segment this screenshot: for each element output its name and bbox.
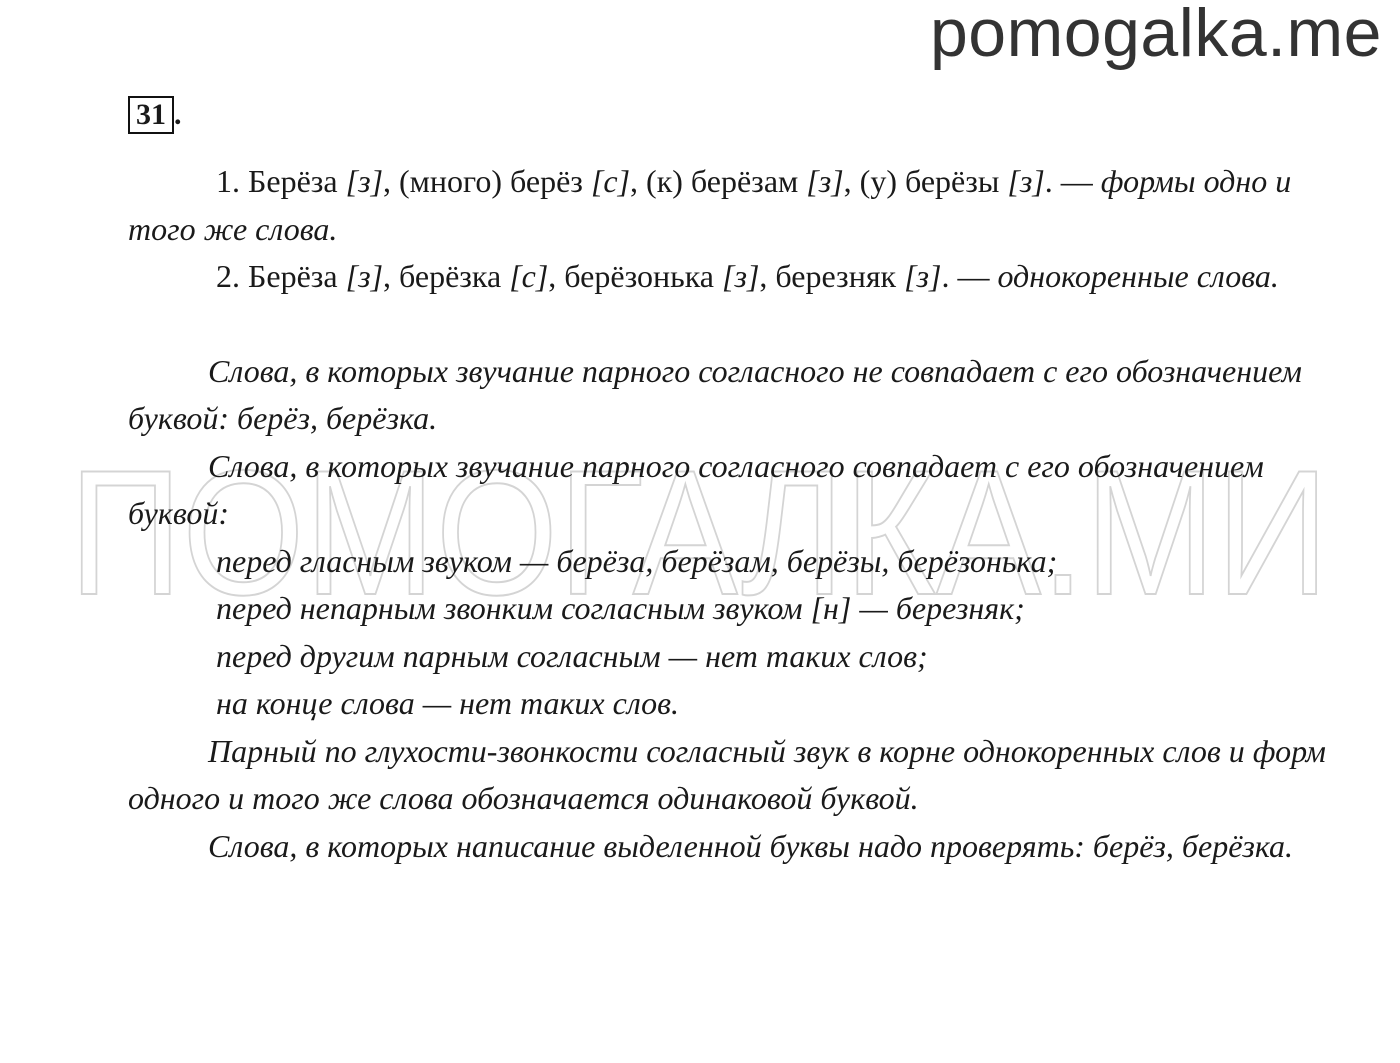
item-1-transcription-4: [з] [1007, 163, 1045, 199]
item-1-word-1: 1. Берёза [216, 163, 346, 199]
item-1-conclusion: формы одно и того же слова. [128, 163, 1292, 247]
section-gap [128, 301, 1328, 348]
paragraph-rule: Парный по глухости-звонкости согласный звук в корне однокоренных слов и форм одного и того же слова обозначается одинаковой буквой. [128, 732, 1326, 816]
list-item: перед гласным звуком — берёза, берёзам, берёзы, берёзонька; [216, 542, 1058, 579]
site-logo: pomogalka.me [929, 0, 1382, 71]
list-item: перед другим парным согласным — нет таких слов; [216, 637, 928, 674]
list-item: на конце слова — нет таких слов. [216, 685, 680, 721]
item-2 [128, 253, 1328, 301]
item-1-transcription-1: [з] [345, 163, 384, 199]
item-2-transcription-4: [з] [904, 258, 942, 294]
svg-text:ПОМОГАЛКА.МИ: ПОМОГАЛКА.МИ [69, 444, 1329, 614]
item-2-transcription-3: [з] [722, 258, 760, 294]
paragraph-match: Слова, в которых звучание парного согласного совпадает с его обозначением буквой: [128, 447, 1264, 531]
item-1 [128, 158, 1328, 253]
item-1-transcription-3: [з] [806, 163, 844, 199]
paragraph-check-words: Слова, в которых написание выделенной буквы надо проверять: берёз, берёзка. [208, 827, 1294, 864]
item-1-transcription-2: [с] [590, 163, 631, 199]
paragraph-mismatch: Слова, в которых звучание парного согласного не совпадает с его обозначением буквой: берёз, берёзка. [128, 352, 1302, 436]
item-1-dash: . — [1044, 163, 1101, 199]
item-2-conclusion: однокоренные слова. [997, 258, 1279, 294]
item-1-word-2: , (много) берёз [383, 163, 591, 199]
item-2-word-2: , берёзка [383, 258, 510, 294]
item-2-transcription-2: [с] [509, 258, 549, 294]
item-2-transcription-1: [з] [345, 258, 384, 294]
task-number-box: 31 [128, 96, 174, 134]
answer-content [128, 158, 1328, 870]
list-item: перед непарным звонким согласным звуком [н] — березняк; [216, 590, 1025, 626]
item-1-word-3: , (к) берёзам [630, 163, 807, 199]
item-1-word-4: , (у) берёзы [843, 163, 1008, 199]
task-number-dot: . [174, 98, 182, 131]
item-2-word-3: , берёзонька [548, 258, 722, 294]
item-2-dash: . — [941, 258, 998, 294]
item-2-word-4: , березняк [759, 258, 905, 294]
task-number [128, 96, 182, 134]
item-2-word-1: 2. Берёза [216, 258, 346, 294]
